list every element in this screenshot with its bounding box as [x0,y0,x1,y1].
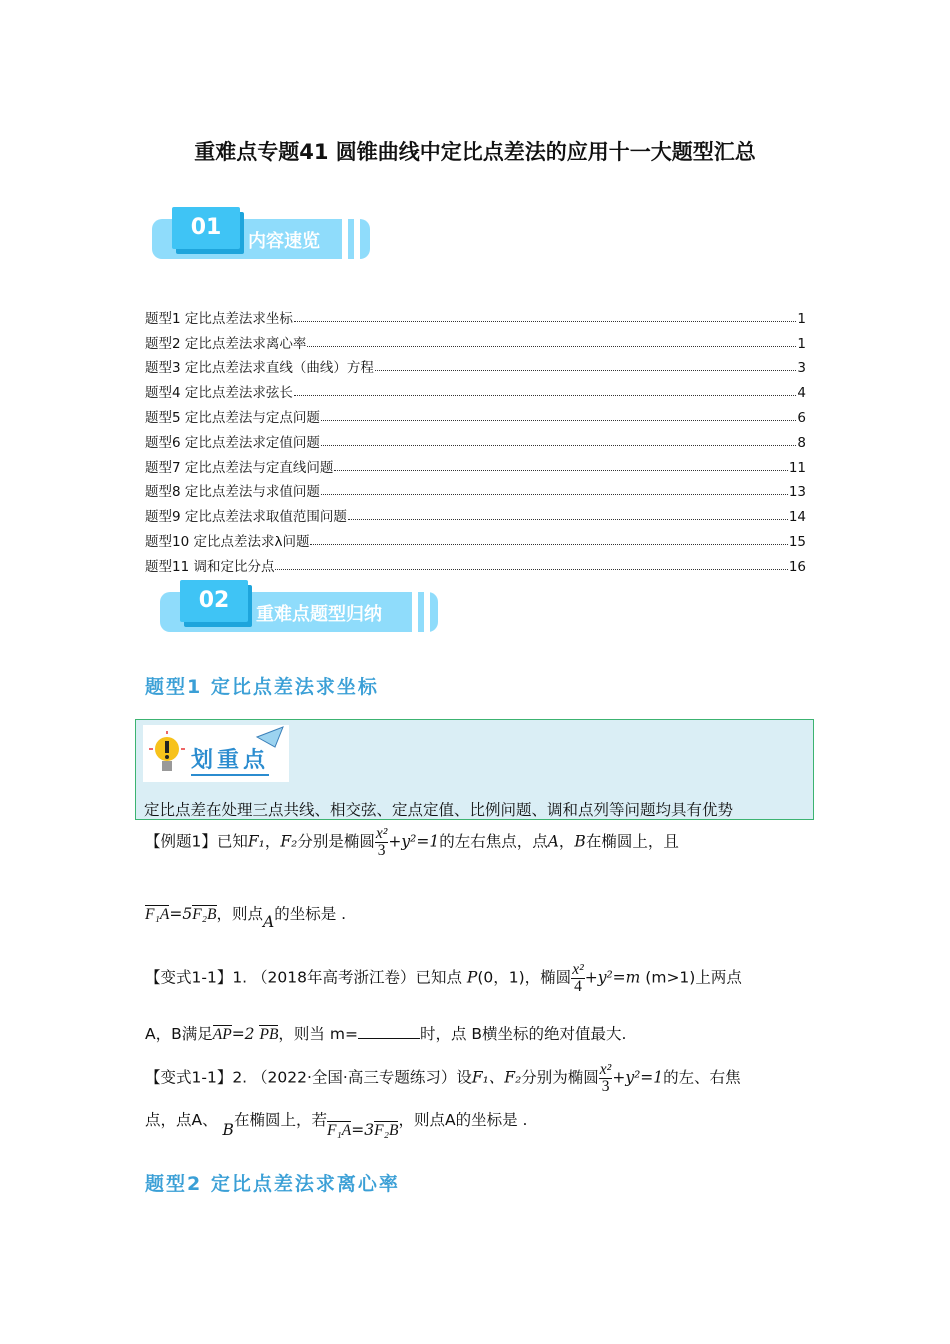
variant-1-1-line-1: 【变式1-1】1. （2018年高考浙江卷）已知点 P(0，1)，椭圆 $\frac{\text{x²}}{4}$ +y²=m (m>1)上两点 [145,961,742,995]
toc-entry[interactable] [145,550,806,575]
variant-1-1-2-line-2: 点，点A、 B在椭圆上，若F₁A=3F₂B，则点A的坐标是 . [145,1111,528,1139]
toc-entry[interactable] [145,302,806,327]
key-point-box [135,719,814,820]
variant-1-1-2-line-1: 【变式1-1】2. （2022·全国·高三专题练习）设F₁、F₂分别为椭圆 $\frac{\text{x²}}{3}$ +y²=1的左、右焦 [145,1061,741,1095]
toc-entry-page: 15 [788,533,806,550]
toc-entry-label: 题型9 定比点差法求取值范围问题 [145,509,347,526]
dot-leader [307,346,796,347]
toc-entry[interactable] [145,525,806,550]
banner-label: 重难点题型归纳 [256,604,382,625]
toc-entry-label: 题型2 定比点差法求离心率 [145,335,307,352]
toc-entry-page: 1 [797,335,806,352]
toc-entry-page: 13 [788,484,806,501]
dot-leader [321,420,797,421]
toc-entry-page: 1 [797,310,806,327]
table-of-contents [145,302,806,575]
answer-blank [358,1038,420,1039]
toc-entry[interactable] [145,327,806,352]
toc-entry-label: 题型11 调和定比分点 [145,558,275,575]
toc-entry-label: 题型8 定比点差法与求值问题 [145,484,320,501]
dot-leader [275,569,787,570]
key-point-badge: 划重点 [143,725,289,782]
section-heading: 题型2 定比点差法求离心率 [145,1173,400,1195]
dot-leader [348,519,788,520]
section-heading: 题型1 定比点差法求坐标 [145,676,379,698]
toc-entry-page: 6 [797,409,806,426]
toc-entry-label: 题型6 定比点差法求定值问题 [145,434,320,451]
toc-entry[interactable] [145,376,806,401]
toc-entry-label: 题型10 定比点差法求λ问题 [145,533,310,550]
toc-entry-label: 题型1 定比点差法求坐标 [145,310,293,327]
variant-1-1-line-2: A，B满足AP=2 PB，则当 m= 时，点 B横坐标的绝对值最大. [145,1025,627,1043]
dot-leader [294,321,797,322]
section-banner-02 [160,580,440,632]
lightbulb-icon [145,729,189,781]
toc-entry-page: 11 [788,459,806,476]
dot-leader [321,494,788,495]
toc-entry-page: 14 [788,509,806,526]
example-1-line-1: 【例题1】已知F₁，F₂分别是椭圆 $\frac{\text{x²}}{3}$ +y²=1的左右焦点，点A，B在椭圆上，且 [145,825,679,859]
banner-number: 02 [180,580,248,622]
toc-entry-label: 题型4 定比点差法求弦长 [145,385,293,402]
toc-entry-page: 8 [797,434,806,451]
dot-leader [321,445,797,446]
section-banner-01 [152,207,372,259]
toc-entry[interactable] [145,451,806,476]
toc-entry-label: 题型3 定比点差法求直线（曲线）方程 [145,360,374,377]
document-title: 重难点专题41 圆锥曲线中定比点差法的应用十一大题型汇总 [194,140,756,164]
dot-leader [375,370,797,371]
example-1-line-2: F₁A=5F₂B，则点A的坐标是 . [145,905,347,931]
toc-entry[interactable] [145,352,806,377]
toc-entry-label: 题型5 定比点差法与定点问题 [145,409,320,426]
toc-entry-page: 16 [788,558,806,575]
key-point-text: 定比点差在处理三点共线、相交弦、定点定值、比例问题、调和点列等问题均具有优势 [144,801,734,819]
dot-leader [294,395,797,396]
toc-entry[interactable] [145,500,806,525]
toc-entry[interactable] [145,426,806,451]
banner-label: 内容速览 [248,231,320,252]
toc-entry-page: 3 [797,360,806,377]
toc-entry[interactable] [145,476,806,501]
dot-leader [334,470,787,471]
banner-number: 01 [172,207,240,249]
toc-entry[interactable] [145,401,806,426]
dot-leader [310,544,787,545]
toc-entry-page: 4 [797,385,806,402]
toc-entry-label: 题型7 定比点差法与定直线问题 [145,459,334,476]
